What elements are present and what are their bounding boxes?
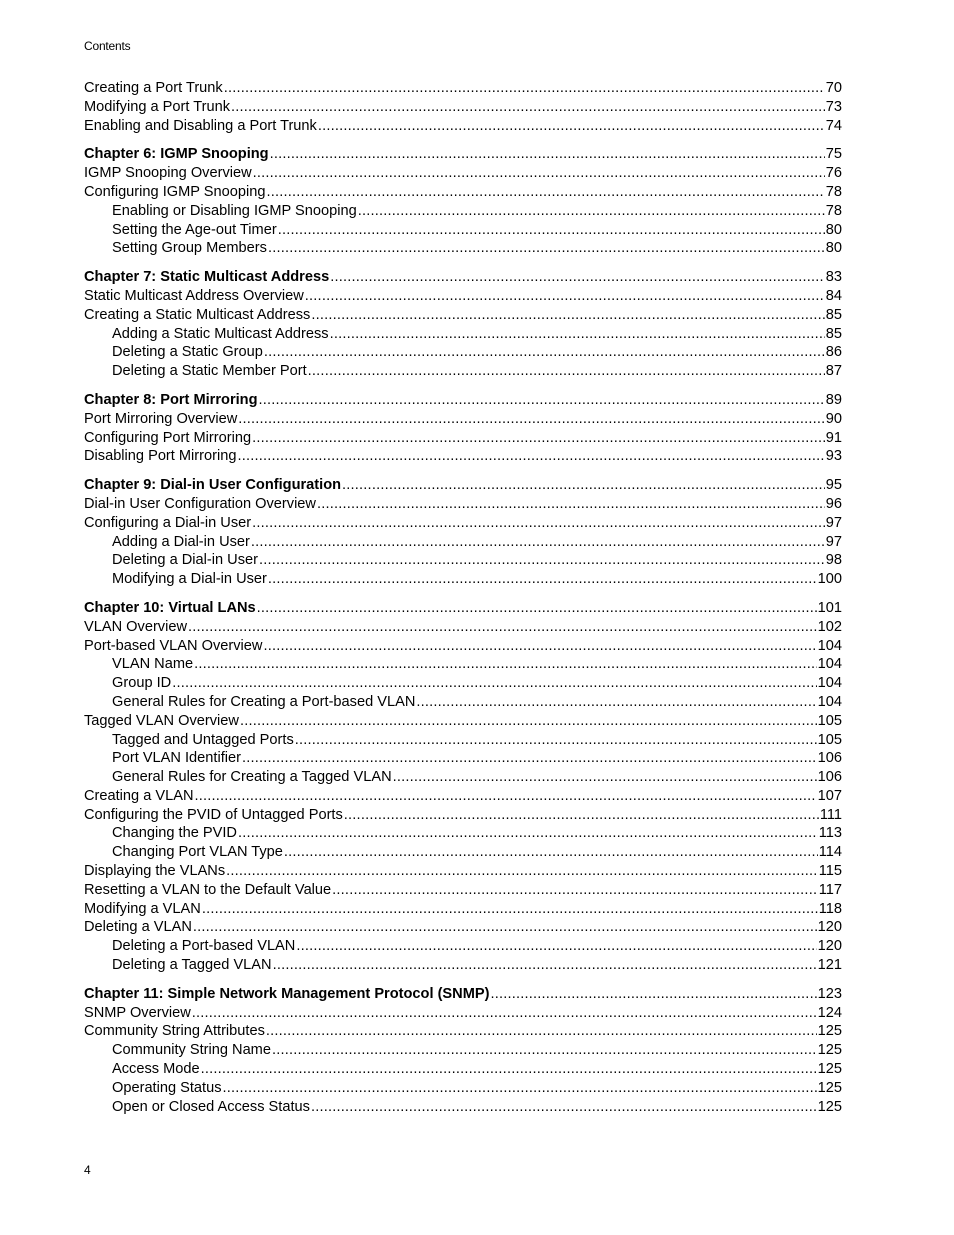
dot-leader	[311, 306, 824, 325]
dot-leader	[238, 410, 825, 429]
toc-entry-page: 97	[825, 514, 842, 531]
toc-entry-page: 76	[825, 165, 842, 182]
toc-entry-page: 95	[825, 477, 842, 494]
toc-group	[84, 391, 842, 466]
dot-leader	[268, 239, 825, 258]
table-of-contents	[84, 79, 842, 1126]
toc-entry[interactable]	[84, 117, 842, 136]
dot-leader	[272, 1041, 817, 1060]
toc-entry-page: 118	[818, 900, 842, 917]
dot-leader	[268, 570, 817, 589]
toc-entry[interactable]	[84, 429, 842, 448]
dot-leader	[252, 514, 825, 533]
toc-entry[interactable]	[84, 239, 842, 258]
toc-entry[interactable]	[84, 1079, 842, 1098]
toc-entry-page: 98	[825, 552, 842, 569]
toc-entry-page: 125	[817, 1023, 842, 1040]
toc-entry[interactable]	[84, 693, 842, 712]
toc-entry[interactable]	[84, 712, 842, 731]
toc-entry-page: 74	[825, 117, 842, 134]
dot-leader	[231, 98, 825, 117]
toc-entry-page: 70	[825, 80, 842, 96]
toc-entry[interactable]	[84, 1098, 842, 1117]
toc-entry[interactable]	[84, 287, 842, 306]
toc-entry-title: Chapter 9: Dial-in User Configuration	[84, 477, 342, 494]
toc-entry-title: Chapter 8: Port Mirroring	[84, 391, 258, 408]
toc-entry[interactable]	[84, 749, 842, 768]
dot-leader	[172, 674, 816, 693]
toc-entry[interactable]	[84, 806, 842, 825]
dot-leader	[416, 693, 816, 712]
toc-entry-title: Tagged and Untagged Ports	[112, 731, 294, 748]
dot-leader	[490, 985, 816, 1004]
toc-entry-title: General Rules for Creating a Tagged VLAN	[112, 769, 392, 786]
dot-leader	[237, 447, 824, 466]
toc-chapter-entry[interactable]	[84, 145, 842, 164]
toc-entry-page: 73	[825, 98, 842, 115]
toc-entry-page: 91	[825, 429, 842, 446]
toc-entry-title: Deleting a Dial-in User	[112, 552, 258, 569]
toc-entry-title: Enabling and Disabling a Port Trunk	[84, 117, 317, 134]
toc-entry-page: 120	[817, 938, 842, 955]
toc-entry-page: 107	[817, 787, 842, 804]
toc-entry-title: Changing the PVID	[112, 825, 237, 842]
toc-entry-page: 125	[817, 1061, 842, 1078]
toc-entry-page: 120	[817, 919, 842, 936]
toc-entry[interactable]	[84, 570, 842, 589]
toc-entry-page: 104	[817, 656, 842, 673]
toc-entry-page: 104	[817, 693, 842, 710]
toc-entry[interactable]	[84, 164, 842, 183]
toc-entry-page: 101	[817, 599, 842, 616]
toc-entry-title: Resetting a VLAN to the Default Value	[84, 881, 332, 898]
toc-entry-title: Tagged VLAN Overview	[84, 712, 239, 729]
toc-entry-title: Adding a Dial-in User	[112, 533, 250, 550]
dot-leader	[252, 429, 825, 448]
toc-entry-title: Chapter 11: Simple Network Management Protocol (SNMP)	[84, 985, 490, 1002]
toc-entry-title: Chapter 7: Static Multicast Address	[84, 269, 330, 286]
toc-entry-page: 123	[817, 985, 842, 1002]
toc-entry[interactable]	[84, 956, 842, 975]
toc-entry-title: Chapter 10: Virtual LANs	[84, 599, 256, 616]
toc-entry-page: 97	[825, 533, 842, 550]
dot-leader	[226, 862, 818, 881]
toc-entry-title: Creating a VLAN	[84, 787, 194, 804]
toc-entry-page: 85	[825, 306, 842, 323]
toc-entry[interactable]	[84, 514, 842, 533]
toc-entry-page: 117	[818, 881, 842, 898]
toc-entry-title: Configuring IGMP Snooping	[84, 183, 266, 200]
toc-entry[interactable]	[84, 325, 842, 344]
toc-entry-page: 96	[825, 495, 842, 512]
toc-entry[interactable]	[84, 495, 842, 514]
dot-leader	[259, 551, 825, 570]
toc-entry-page: 80	[825, 221, 842, 238]
dot-leader	[266, 183, 824, 202]
toc-entry-title: Modifying a Port Trunk	[84, 98, 231, 115]
toc-entry[interactable]	[84, 362, 842, 381]
dot-leader	[257, 599, 817, 618]
toc-entry-title: Configuring Port Mirroring	[84, 429, 252, 446]
toc-entry-page: 87	[825, 363, 842, 380]
toc-entry[interactable]	[84, 1041, 842, 1060]
toc-entry-title: Displaying the VLANs	[84, 863, 226, 880]
toc-entry-title: Deleting a Static Group	[112, 344, 263, 361]
dot-leader	[192, 1004, 817, 1023]
toc-entry[interactable]	[84, 731, 842, 750]
toc-entry-page: 125	[817, 1098, 842, 1115]
toc-entry-title: Changing Port VLAN Type	[112, 844, 283, 861]
toc-entry-title: Setting Group Members	[112, 240, 267, 257]
dot-leader	[201, 1060, 817, 1079]
toc-entry[interactable]	[84, 655, 842, 674]
toc-entry-title: Configuring a Dial-in User	[84, 514, 252, 531]
toc-entry-title: Creating a Port Trunk	[84, 80, 223, 96]
toc-entry-title: Port VLAN Identifier	[112, 750, 241, 767]
toc-entry-title: Access Mode	[112, 1061, 200, 1078]
toc-entry[interactable]	[84, 787, 842, 806]
dot-leader	[342, 476, 825, 495]
dot-leader	[330, 268, 825, 287]
toc-group	[84, 145, 842, 258]
dot-leader	[253, 164, 825, 183]
toc-entry-page: 80	[825, 240, 842, 257]
dot-leader	[305, 287, 825, 306]
dot-leader	[242, 749, 817, 768]
dot-leader	[223, 1079, 817, 1098]
toc-entry-page: 104	[817, 675, 842, 692]
dot-leader	[264, 343, 825, 362]
dot-leader	[393, 768, 817, 787]
toc-entry-page: 86	[825, 344, 842, 361]
toc-entry-title: Deleting a Port-based VLAN	[112, 938, 296, 955]
toc-entry-page: 113	[818, 825, 842, 842]
toc-entry[interactable]	[84, 183, 842, 202]
toc-entry-page: 90	[825, 410, 842, 427]
toc-entry-page: 89	[825, 391, 842, 408]
toc-entry-page: 114	[818, 844, 842, 861]
toc-entry[interactable]	[84, 862, 842, 881]
toc-entry[interactable]	[84, 202, 842, 221]
toc-entry-title: General Rules for Creating a Port-based VLAN	[112, 693, 416, 710]
toc-chapter-entry[interactable]	[84, 985, 842, 1004]
toc-entry-page: 121	[817, 957, 842, 974]
dot-leader	[251, 533, 825, 552]
toc-entry-page: 93	[825, 448, 842, 465]
dot-leader	[266, 1022, 817, 1041]
toc-entry[interactable]	[84, 1022, 842, 1041]
page-number: 4	[84, 1163, 91, 1177]
toc-group	[84, 476, 842, 589]
running-header: Contents	[84, 39, 131, 53]
dot-leader	[195, 787, 817, 806]
toc-entry[interactable]	[84, 410, 842, 429]
dot-leader	[318, 117, 825, 136]
toc-entry-title: Setting the Age-out Timer	[112, 221, 277, 238]
dot-leader	[311, 1098, 817, 1117]
toc-entry-title: Modifying a Dial-in User	[112, 571, 267, 588]
dot-leader	[308, 362, 825, 381]
dot-leader	[240, 712, 817, 731]
dot-leader	[284, 843, 818, 862]
toc-group	[84, 599, 842, 975]
toc-group	[84, 985, 842, 1117]
dot-leader	[278, 221, 825, 240]
toc-entry[interactable]	[84, 900, 842, 919]
toc-entry-page: 115	[818, 863, 842, 880]
toc-entry-page: 125	[817, 1079, 842, 1096]
toc-entry-page: 104	[817, 637, 842, 654]
toc-entry-page: 100	[817, 571, 842, 588]
toc-entry-title: Port-based VLAN Overview	[84, 637, 263, 654]
toc-entry[interactable]	[84, 824, 842, 843]
toc-entry[interactable]	[84, 79, 842, 98]
toc-chapter-entry[interactable]	[84, 599, 842, 618]
toc-entry-page: 106	[817, 750, 842, 767]
toc-entry-title: Chapter 6: IGMP Snooping	[84, 146, 269, 163]
toc-entry-title: Port Mirroring Overview	[84, 410, 238, 427]
toc-entry-title: Creating a Static Multicast Address	[84, 306, 311, 323]
toc-entry[interactable]	[84, 918, 842, 937]
dot-leader	[358, 202, 825, 221]
toc-entry-page: 78	[825, 183, 842, 200]
dot-leader	[194, 655, 817, 674]
toc-entry-title: IGMP Snooping Overview	[84, 165, 252, 182]
toc-entry-title: Community String Attributes	[84, 1023, 265, 1040]
dot-leader	[188, 618, 817, 637]
toc-entry-title: Disabling Port Mirroring	[84, 448, 237, 465]
toc-entry-title: Community String Name	[112, 1042, 271, 1059]
dot-leader	[259, 391, 825, 410]
dot-leader	[273, 956, 817, 975]
toc-entry[interactable]	[84, 937, 842, 956]
toc-entry[interactable]	[84, 618, 842, 637]
dot-leader	[344, 806, 819, 825]
dot-leader	[202, 900, 818, 919]
toc-entry-title: Modifying a VLAN	[84, 900, 201, 917]
toc-entry[interactable]	[84, 306, 842, 325]
dot-leader	[330, 325, 825, 344]
toc-entry[interactable]	[84, 768, 842, 787]
toc-entry-page: 85	[825, 325, 842, 342]
toc-entry-title: Configuring the PVID of Untagged Ports	[84, 806, 343, 823]
toc-entry[interactable]	[84, 637, 842, 656]
toc-group	[84, 268, 842, 381]
toc-entry[interactable]	[84, 447, 842, 466]
toc-entry[interactable]	[84, 551, 842, 570]
toc-chapter-entry[interactable]	[84, 268, 842, 287]
toc-entry[interactable]	[84, 674, 842, 693]
dot-leader	[296, 937, 816, 956]
toc-entry-title: VLAN Name	[112, 656, 194, 673]
toc-entry-page: 102	[817, 618, 842, 635]
dot-leader	[193, 918, 817, 937]
toc-entry[interactable]	[84, 343, 842, 362]
toc-entry-title: Operating Status	[112, 1079, 222, 1096]
toc-entry[interactable]	[84, 843, 842, 862]
toc-entry[interactable]	[84, 221, 842, 240]
toc-entry-page: 83	[825, 269, 842, 286]
toc-entry-page: 84	[825, 287, 842, 304]
toc-entry-title: Deleting a Static Member Port	[112, 363, 307, 380]
toc-entry[interactable]	[84, 881, 842, 900]
toc-entry-page: 125	[817, 1042, 842, 1059]
toc-entry[interactable]	[84, 533, 842, 552]
dot-leader	[317, 495, 825, 514]
toc-entry-page: 78	[825, 202, 842, 219]
toc-entry[interactable]	[84, 1004, 842, 1023]
toc-entry-title: Adding a Static Multicast Address	[112, 325, 329, 342]
toc-entry-title: Open or Closed Access Status	[112, 1098, 310, 1115]
dot-leader	[295, 731, 817, 750]
toc-entry-page: 105	[817, 712, 842, 729]
dot-leader	[224, 79, 825, 98]
toc-entry-page: 111	[819, 806, 842, 823]
toc-entry-title: Deleting a Tagged VLAN	[112, 957, 272, 974]
toc-entry-title: SNMP Overview	[84, 1004, 191, 1021]
toc-entry-page: 75	[825, 146, 842, 163]
toc-entry-page: 124	[817, 1004, 842, 1021]
toc-entry-page: 106	[817, 769, 842, 786]
toc-chapter-entry[interactable]	[84, 391, 842, 410]
toc-group	[84, 79, 842, 135]
dot-leader	[238, 824, 818, 843]
toc-entry-title: Dial-in User Configuration Overview	[84, 495, 316, 512]
dot-leader	[332, 881, 818, 900]
dot-leader	[270, 145, 825, 164]
toc-entry-title: Static Multicast Address Overview	[84, 287, 304, 304]
toc-entry-page: 105	[817, 731, 842, 748]
toc-entry-title: VLAN Overview	[84, 618, 187, 635]
toc-entry-title: Deleting a VLAN	[84, 919, 192, 936]
dot-leader	[263, 637, 816, 656]
toc-entry-title: Group ID	[112, 675, 172, 692]
toc-entry[interactable]	[84, 1060, 842, 1079]
toc-entry[interactable]	[84, 98, 842, 117]
toc-entry-title: Enabling or Disabling IGMP Snooping	[112, 202, 357, 219]
toc-chapter-entry[interactable]	[84, 476, 842, 495]
